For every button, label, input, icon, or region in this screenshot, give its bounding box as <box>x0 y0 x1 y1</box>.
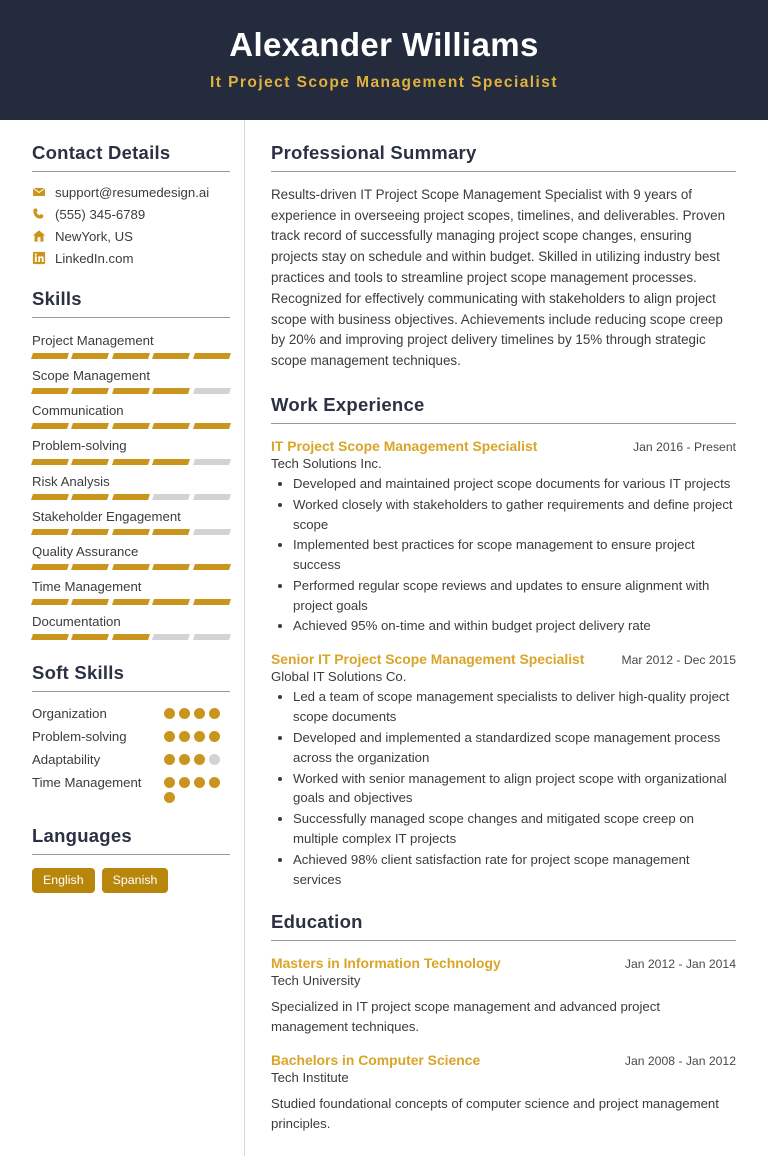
skill-bar-segment <box>112 564 150 570</box>
home-icon <box>32 229 46 243</box>
contact-item-value: (555) 345-6789 <box>55 206 146 222</box>
skill-bar-segment <box>71 599 109 605</box>
languages-section <box>32 825 230 893</box>
section-divider <box>32 854 230 855</box>
rating-dot <box>164 731 175 742</box>
soft-skills-list <box>32 705 230 803</box>
entry-header <box>271 1051 736 1069</box>
entry-title: IT Project Scope Management Specialist <box>271 437 538 454</box>
linkedin-icon <box>32 251 46 265</box>
skill-bar-segment <box>152 529 190 535</box>
contact-details-heading: Contact Details <box>32 141 171 163</box>
job-title-subtitle: It Project Scope Management Specialist <box>210 73 558 91</box>
skill-bar-segment <box>71 388 109 394</box>
rating-dot <box>164 708 175 719</box>
skill-bar-segment <box>112 353 150 359</box>
rating-dot <box>164 777 175 788</box>
entry-header <box>271 437 736 455</box>
rating-dot <box>209 731 220 742</box>
skill-bar-segment <box>152 459 190 465</box>
skills-list <box>32 331 230 640</box>
envelope-icon <box>32 185 46 199</box>
skill-bar-segment <box>31 353 69 359</box>
skill-bar-segment <box>193 564 231 570</box>
skill-bar-segment <box>71 423 109 429</box>
skill-bar-segment <box>193 353 231 359</box>
rating-dot <box>164 792 175 803</box>
soft-skill-item <box>32 728 230 746</box>
skill-bar-segment <box>193 634 231 640</box>
work-experience-section <box>271 394 736 890</box>
resume-body <box>0 120 768 1156</box>
entry-bullet: • Led a team of scope management specialists to deliver high-quality project scope documents <box>293 687 736 727</box>
skill-bar-segment <box>31 494 69 500</box>
skill-item <box>32 507 230 535</box>
sidebar <box>0 120 245 1156</box>
entry-header <box>271 954 736 972</box>
skill-bar-segment <box>31 599 69 605</box>
entry-description: Studied foundational concepts of computer science and project management principles. <box>271 1096 719 1131</box>
skills-heading: Skills <box>32 287 82 309</box>
rating-dot <box>194 731 205 742</box>
rating-dot <box>209 708 220 719</box>
entry-bullet: • Successfully managed scope changes and mitigated scope creep on multiple complex IT projects <box>293 809 736 849</box>
languages-heading: Languages <box>32 825 132 847</box>
contact-item-value: support@resumedesign.ai <box>55 184 210 200</box>
section-divider <box>32 691 230 692</box>
entry-title: Masters in Information Technology <box>271 955 501 972</box>
contact-item-value: LinkedIn.com <box>55 250 134 266</box>
professional-summary-heading: Professional Summary <box>271 141 477 163</box>
skill-item <box>32 331 230 359</box>
soft-skill-name: Adaptability <box>32 752 101 768</box>
entry-date: Mar 2012 - Dec 2015 <box>621 653 736 668</box>
skill-bar-segment <box>112 634 150 640</box>
rating-dot <box>209 777 220 788</box>
skill-bar-segment <box>71 634 109 640</box>
work-entry <box>271 650 736 889</box>
languages-list <box>32 868 230 893</box>
education-entry <box>271 1051 736 1134</box>
soft-skill-rating <box>164 774 230 803</box>
entry-bullet: • Worked with senior management to align project scope with organizational goals and objectives <box>293 769 736 809</box>
entry-organization: Tech University <box>271 973 361 989</box>
rating-dot <box>179 708 190 719</box>
entry-title: Senior IT Project Scope Management Specialist <box>271 651 585 668</box>
resume-header <box>0 0 768 120</box>
education-section <box>271 911 736 1133</box>
section-divider <box>271 940 736 941</box>
skill-level-bar <box>32 599 230 605</box>
education-entry <box>271 954 736 1037</box>
main-content <box>245 120 768 1156</box>
contact-item[interactable] <box>32 185 230 200</box>
rating-dot <box>209 754 220 765</box>
skill-bar-segment <box>193 459 231 465</box>
entry-date: Jan 2012 - Jan 2014 <box>624 957 736 972</box>
skill-bar-segment <box>152 634 190 640</box>
entry-bullet: • Performed regular scope reviews and updates to ensure alignment with project goals <box>293 576 736 616</box>
skill-item <box>32 542 230 570</box>
skill-bar-segment <box>31 388 69 394</box>
contact-item[interactable] <box>32 229 230 244</box>
skill-level-bar <box>32 564 230 570</box>
skill-item <box>32 366 230 394</box>
education-list <box>271 954 736 1133</box>
contact-item[interactable] <box>32 251 230 266</box>
entry-bullet-list <box>271 687 736 889</box>
soft-skill-item <box>32 774 230 803</box>
education-heading: Education <box>271 911 363 933</box>
skill-name: Stakeholder Engagement <box>32 508 181 524</box>
skill-name: Documentation <box>32 614 121 630</box>
rating-dot <box>194 708 205 719</box>
contact-item-value: NewYork, US <box>55 228 133 244</box>
entry-date: Jan 2016 - Present <box>633 439 736 454</box>
skill-item <box>32 577 230 605</box>
skill-level-bar <box>32 494 230 500</box>
entry-bullet: • Achieved 98% client satisfaction rate for project scope management services <box>293 850 736 890</box>
entry-organization: Global IT Solutions Co. <box>271 669 407 685</box>
soft-skills-section <box>32 662 230 803</box>
rating-dot <box>179 777 190 788</box>
skill-bar-segment <box>112 459 150 465</box>
entry-title: Bachelors in Computer Science <box>271 1052 481 1068</box>
skill-item <box>32 612 230 640</box>
entry-bullet: • Implemented best practices for scope management to ensure project success <box>293 535 736 575</box>
contact-item[interactable] <box>32 207 230 222</box>
skill-bar-segment <box>31 423 69 429</box>
soft-skill-name: Organization <box>32 706 107 722</box>
skill-bar-segment <box>112 388 150 394</box>
soft-skill-rating <box>164 728 230 742</box>
entry-date: Jan 2008 - Jan 2012 <box>624 1054 736 1068</box>
section-divider <box>32 171 230 172</box>
page-title: Alexander Williams <box>229 26 539 63</box>
soft-skill-item <box>32 705 230 723</box>
skill-name: Quality Assurance <box>32 543 139 559</box>
skill-bar-segment <box>152 353 190 359</box>
rating-dot <box>194 777 205 788</box>
section-divider <box>271 171 736 172</box>
skill-bar-segment <box>71 494 109 500</box>
rating-dot <box>194 754 205 765</box>
entry-bullet: • Worked closely with stakeholders to gather requirements and define project scope <box>293 495 736 535</box>
skill-bar-segment <box>71 564 109 570</box>
skill-bar-segment <box>112 423 150 429</box>
soft-skills-heading: Soft Skills <box>32 662 125 684</box>
skill-bar-segment <box>152 564 190 570</box>
section-divider <box>32 317 230 318</box>
skill-name: Risk Analysis <box>32 473 110 489</box>
rating-dot <box>164 754 175 765</box>
skill-bar-segment <box>193 423 231 429</box>
skill-bar-segment <box>112 599 150 605</box>
skill-level-bar <box>32 388 230 394</box>
skill-item <box>32 436 230 464</box>
entry-organization: Tech Institute <box>271 1070 349 1086</box>
phone-icon <box>32 207 46 221</box>
skill-bar-segment <box>71 529 109 535</box>
skill-bar-segment <box>31 564 69 570</box>
skill-level-bar <box>32 423 230 429</box>
contact-list <box>32 185 230 266</box>
skill-level-bar <box>32 529 230 535</box>
skill-name: Project Management <box>32 332 154 348</box>
section-divider <box>271 423 736 424</box>
skill-level-bar <box>32 353 230 359</box>
work-experience-heading: Work Experience <box>271 393 425 415</box>
skill-bar-segment <box>152 494 190 500</box>
professional-summary-section <box>271 142 736 372</box>
rating-dot <box>179 731 190 742</box>
skill-bar-segment <box>152 388 190 394</box>
skill-name: Communication <box>32 403 124 419</box>
soft-skill-name: Time Management <box>32 775 142 791</box>
skill-bar-segment <box>152 599 190 605</box>
contact-details-section <box>32 142 230 266</box>
entry-bullet: • Achieved 95% on-time and within budget project delivery rate <box>293 616 736 636</box>
skill-item <box>32 401 230 429</box>
soft-skill-rating <box>164 705 230 719</box>
entry-header <box>271 650 736 668</box>
work-experience-list <box>271 437 736 890</box>
rating-dot <box>179 754 190 765</box>
soft-skill-rating <box>164 751 230 765</box>
entry-bullet: • Developed and maintained project scope documents for various IT projects <box>293 474 736 494</box>
skill-bar-segment <box>152 423 190 429</box>
skill-bar-segment <box>31 634 69 640</box>
entry-bullet: • Developed and implemented a standardized scope management process across the organization <box>293 728 736 768</box>
skill-bar-segment <box>112 494 150 500</box>
language-tag[interactable]: English <box>32 868 95 893</box>
skill-bar-segment <box>31 459 69 465</box>
skill-item <box>32 472 230 500</box>
skill-bar-segment <box>112 529 150 535</box>
soft-skill-item <box>32 751 230 769</box>
professional-summary-text: Results-driven IT Project Scope Management Specialist with 9 years of experience in overseeing project scopes, timelines, and deliverables. Proven track record of successfully managing project scope changes, ensuring projects stay on schedule and within budget. Skilled in utilizing industry best practices and tools to streamline project scope management processes. Recognized for effectively communicating with stakeholders to align project scope with business objectives. Achievements include reducing scope creep by 20% and improving project delivery timelines by 15% through strategic scope management techniques. <box>271 186 726 369</box>
skill-name: Time Management <box>32 578 142 594</box>
skill-level-bar <box>32 459 230 465</box>
skill-level-bar <box>32 634 230 640</box>
skill-bar-segment <box>193 494 231 500</box>
skills-section <box>32 288 230 640</box>
skill-bar-segment <box>193 529 231 535</box>
skill-name: Scope Management <box>32 368 151 384</box>
soft-skill-name: Problem-solving <box>32 729 127 745</box>
skill-bar-segment <box>193 388 231 394</box>
entry-bullet-list <box>271 474 736 636</box>
entry-description: Specialized in IT project scope management and advanced project management techniques. <box>271 999 661 1035</box>
work-entry <box>271 437 736 636</box>
skill-bar-segment <box>71 353 109 359</box>
language-tag[interactable]: Spanish <box>102 868 169 893</box>
entry-organization: Tech Solutions Inc. <box>271 455 382 471</box>
skill-bar-segment <box>31 529 69 535</box>
skill-bar-segment <box>193 599 231 605</box>
skill-name: Problem-solving <box>32 438 127 454</box>
skill-bar-segment <box>71 459 109 465</box>
